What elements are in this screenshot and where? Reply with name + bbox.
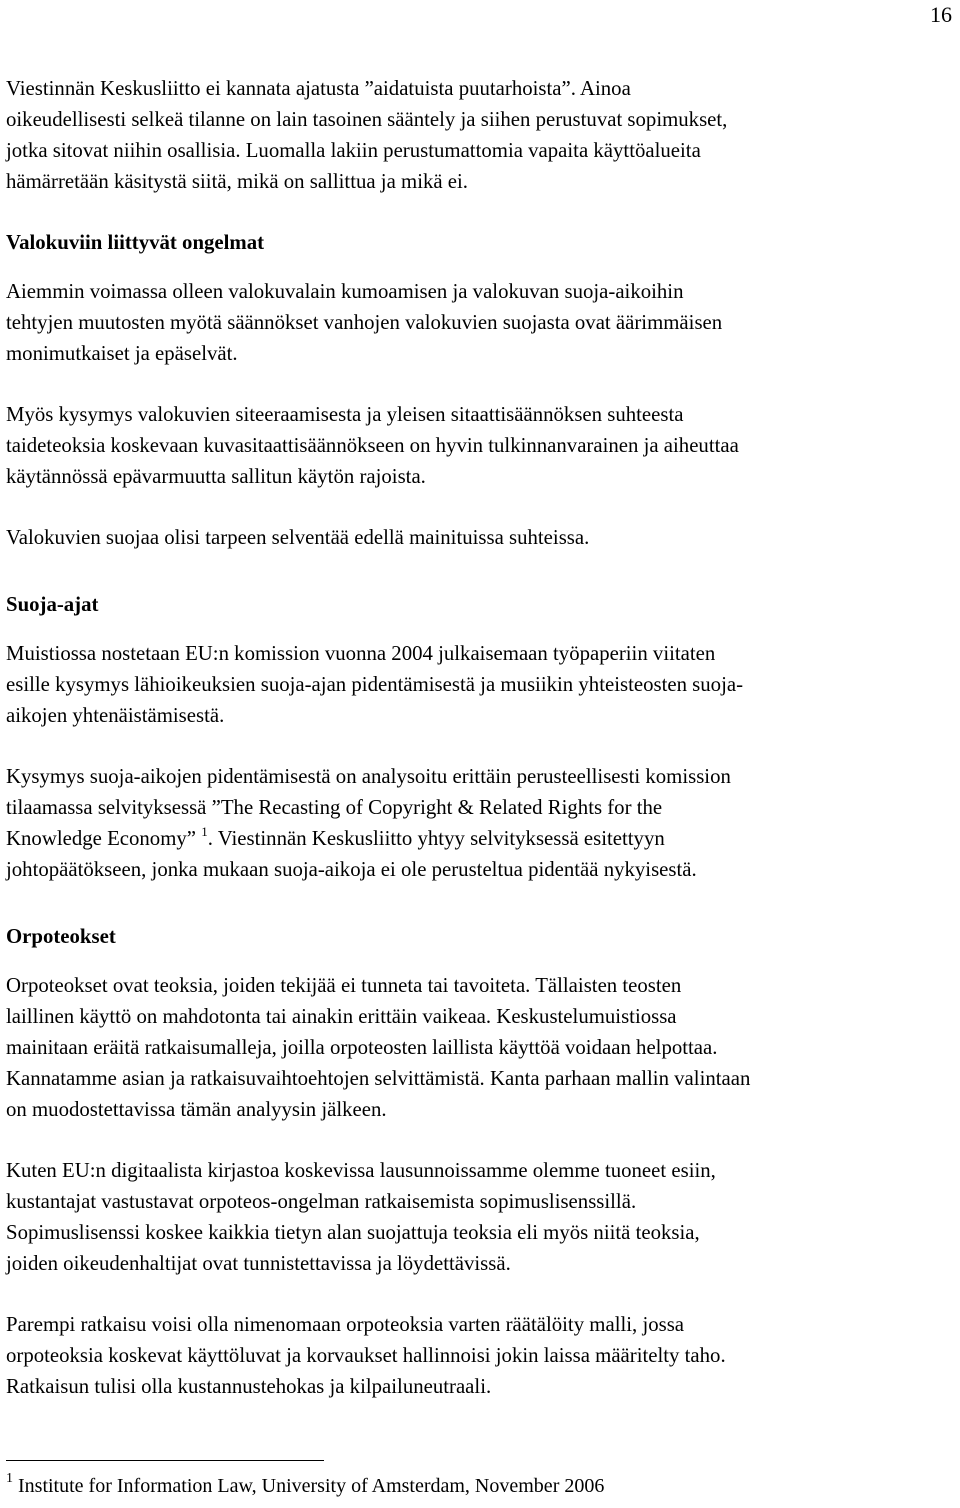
text-line: oikeudellisesti selkeä tilanne on lain tasoinen sääntely ja siihen perustuvat sopimukset,	[6, 108, 728, 131]
text-line: Orpoteokset ovat teoksia, joiden tekijää ei tunneta tai tavoiteta. Tällaisten teosten	[6, 974, 682, 997]
text-line: orpoteoksia koskevat käyttöluvat ja korvaukset hallinnoisi jokin laissa määritelty taho.	[6, 1344, 726, 1367]
paragraph-gardens	[6, 73, 952, 197]
text-line: Kysymys suoja-aikojen pidentämisestä on analysoitu erittäin perusteellisesti komission	[6, 765, 731, 788]
text-line: Parempi ratkaisu voisi olla nimenomaan orpoteoksia varten räätälöity malli, jossa	[6, 1313, 685, 1336]
heading-orphan-works: Orpoteokset	[6, 925, 116, 948]
text-line: jotka sitovat niihin osallisia. Luomalla lakiin perustumattomia vapaita käyttöalueita	[6, 139, 701, 162]
text-line: esille kysymys lähioikeuksien suoja-ajan pidentämisestä ja musiikin yhteisteosten suoja-	[6, 673, 743, 696]
text-line: Viestinnän Keskusliitto ei kannata ajatusta ”aidatuista puutarhoista”. Ainoa	[6, 77, 631, 100]
paragraph-recasting-study	[6, 761, 952, 885]
text-fragment: . Viestinnän Keskusliitto yhtyy selvityksessä esitettyyn	[207, 827, 665, 850]
text-line: tehtyjen muutosten myötä säännökset vanhojen valokuvien suojasta ovat äärimmäisen	[6, 311, 723, 334]
heading-photographs: Valokuviin liittyvät ongelmat	[6, 231, 265, 254]
paragraph-photo-clarify	[6, 522, 952, 553]
paragraph-photo-law	[6, 276, 952, 369]
text-line: Kannatamme asian ja ratkaisuvaihtoehtojen selvittämistä. Kanta parhaan mallin valintaan	[6, 1067, 751, 1090]
text-line: aikojen yhtenäistämisestä.	[6, 704, 225, 727]
paragraph-photo-quotation	[6, 399, 952, 492]
text-line: hämärretään käsitystä siitä, mikä on sallittua ja mikä ei.	[6, 170, 469, 193]
paragraph-digital-library	[6, 1155, 952, 1279]
text-line: Ratkaisun tulisi olla kustannustehokas ja kilpailuneutraali.	[6, 1375, 492, 1398]
text-line: joiden oikeudenhaltijat ovat tunnistettavissa ja löydettävissä.	[6, 1252, 511, 1275]
text-line: Muistiossa nostetaan EU:n komission vuonna 2004 julkaisemaan työpaperiin viitaten	[6, 642, 716, 665]
document-body	[6, 73, 952, 1432]
text-line: kustantajat vastustavat orpoteos-ongelman ratkaisemista sopimuslisenssillä.	[6, 1190, 637, 1213]
text-line	[6, 823, 952, 854]
footnote	[6, 1472, 604, 1500]
paragraph-orphan-definition	[6, 970, 952, 1125]
text-line: taideteoksia koskevaan kuvasitaattisäännökseen on hyvin tulkinnanvarainen ja aiheuttaa	[6, 434, 739, 457]
text-line: Sopimuslisenssi koskee kaikkia tietyn alan suojattuja teoksia eli myös niitä teoksia,	[6, 1221, 700, 1244]
heading-protection-terms: Suoja-ajat	[6, 593, 99, 616]
text-line: Aiemmin voimassa olleen valokuvalain kumoamisen ja valokuvan suoja-aikoihin	[6, 280, 684, 303]
paragraph-better-solution	[6, 1309, 952, 1402]
text-line: Myös kysymys valokuvien siteeraamisesta ja yleisen sitaattisäännöksen suhteesta	[6, 403, 684, 426]
text-line: Valokuvien suojaa olisi tarpeen selventää edellä mainituissa suhteissa.	[6, 526, 590, 549]
text-line: Kuten EU:n digitaalista kirjastoa koskevissa lausunnoissamme olemme tuoneet esiin,	[6, 1159, 716, 1182]
text-fragment: Knowledge Economy”	[6, 827, 197, 850]
text-line: johtopäätökseen, jonka mukaan suoja-aikoja ei ole perusteltua pidentää nykyisestä.	[6, 858, 697, 881]
page-number: 16	[930, 2, 952, 27]
text-line: tilaamassa selvityksessä ”The Recasting of Copyright & Related Rights for the	[6, 796, 663, 819]
footnote-reference[interactable]: 1	[201, 824, 208, 839]
text-line: mainitaan eräitä ratkaisumalleja, joilla orpoteosten laillista käyttöä voidaan helpottaa.	[6, 1036, 718, 1059]
footnote-separator	[6, 1460, 324, 1461]
text-line: on muodostettavissa tämän analyysin jälkeen.	[6, 1098, 387, 1121]
text-line: käytännössä epävarmuutta sallitun käytön rajoista.	[6, 465, 426, 488]
paragraph-memo-terms	[6, 638, 952, 731]
footnote-marker: 1	[6, 1471, 13, 1486]
text-line: laillinen käyttö on mahdotonta tai ainakin erittäin vaikeaa. Keskustelumuistiossa	[6, 1005, 677, 1028]
text-line: monimutkaiset ja epäselvät.	[6, 342, 238, 365]
footnote-text: Institute for Information Law, University of Amsterdam, November 2006	[18, 1475, 605, 1497]
